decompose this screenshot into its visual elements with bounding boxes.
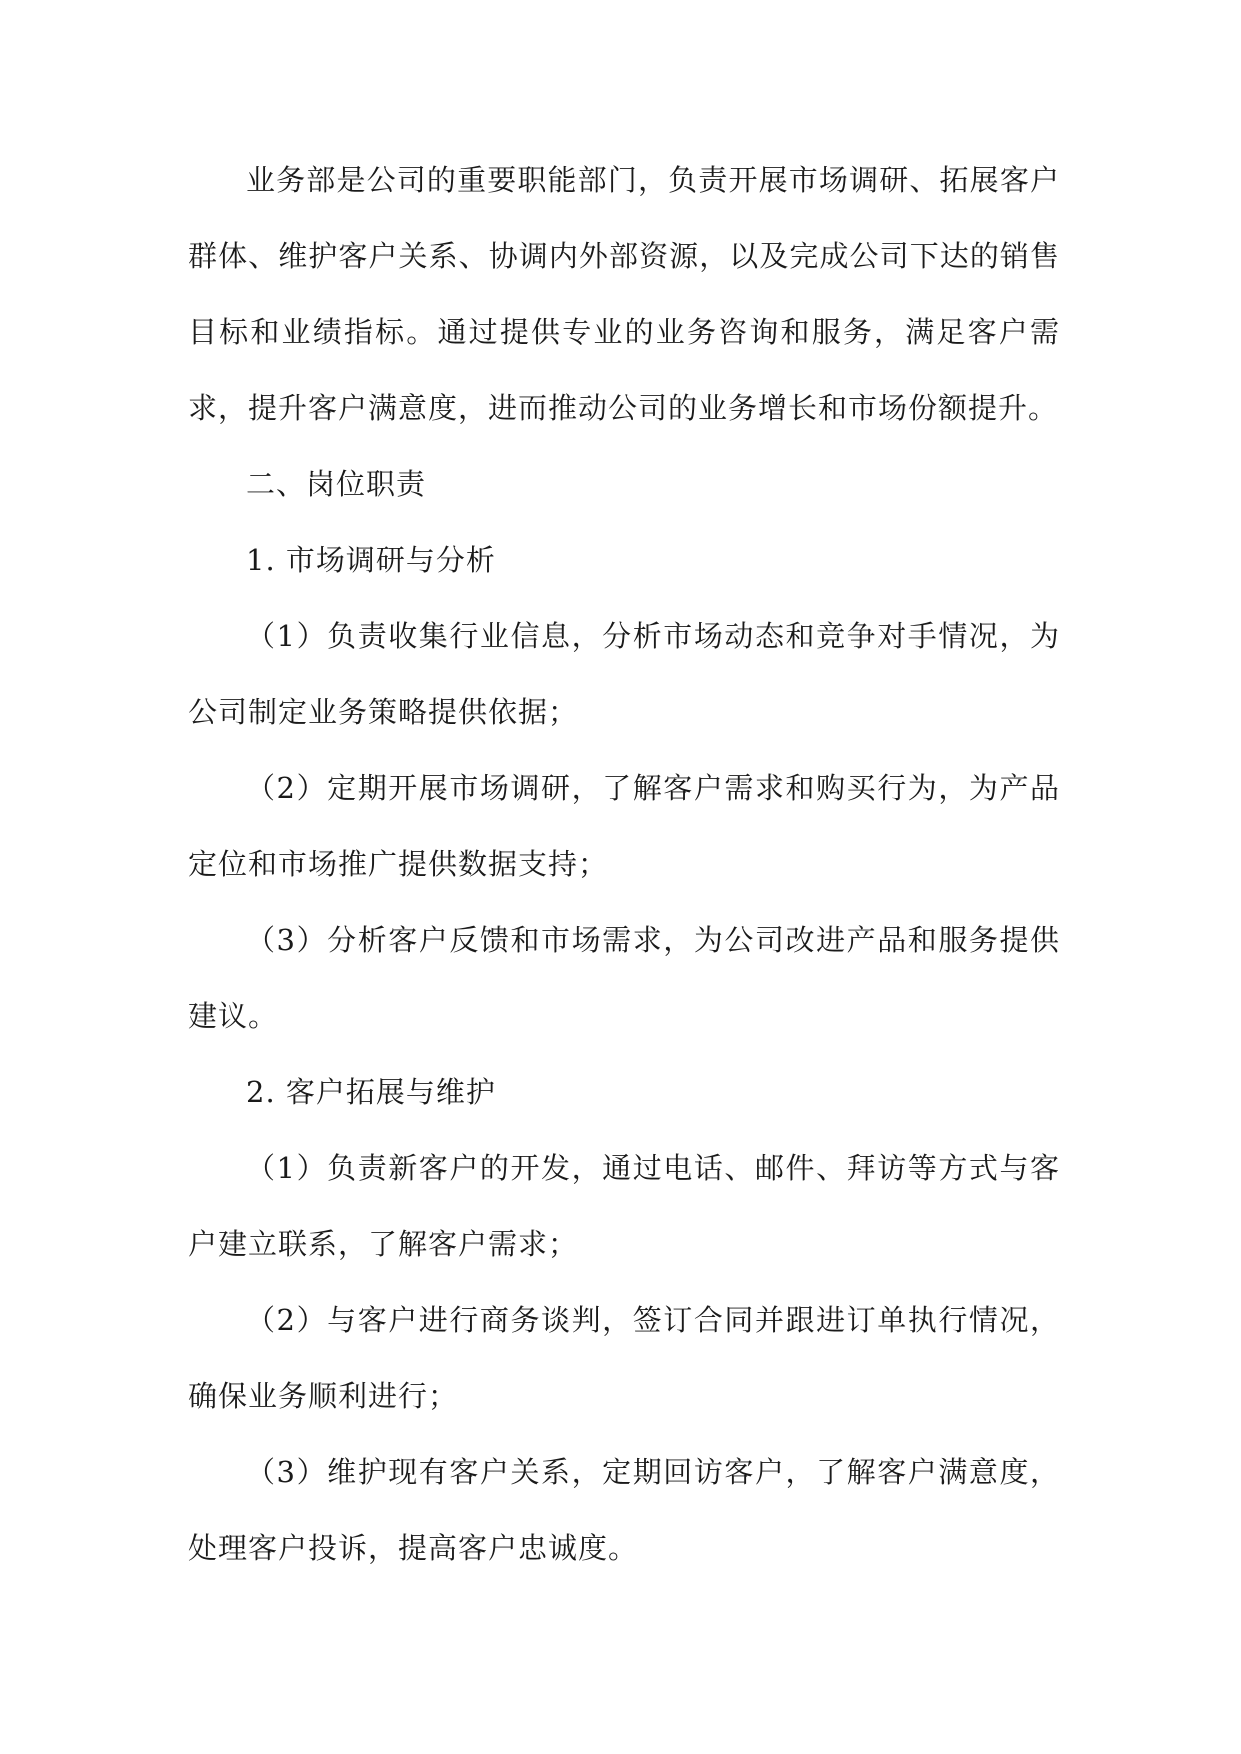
list-item: （1）负责收集行业信息，分析市场动态和竞争对手情况，为公司制定业务策略提供依据； (188, 619, 1060, 729)
list-item: （3）维护现有客户关系，定期回访客户，了解客户满意度，处理客户投诉，提高客户忠诚度。 (188, 1455, 1060, 1565)
section-heading-responsibilities: 二、岗位职责 (246, 467, 427, 501)
list-item: （3）分析客户反馈和市场需求，为公司改进产品和服务提供建议。 (188, 923, 1060, 1033)
list-item: （2）与客户进行商务谈判，签订合同并跟进订单执行情况，确保业务顺利进行； (188, 1303, 1060, 1413)
document-body (188, 142, 1060, 1586)
list-item: （2）定期开展市场调研，了解客户需求和购买行为，为产品定位和市场推广提供数据支持； (188, 771, 1060, 881)
subheading-customer-development: 2. 客户拓展与维护 (246, 1075, 496, 1109)
list-item: （1）负责新客户的开发，通过电话、邮件、拜访等方式与客户建立联系，了解客户需求； (188, 1151, 1060, 1261)
subheading-market-research: 1. 市场调研与分析 (246, 543, 496, 577)
intro-paragraph: 业务部是公司的重要职能部门，负责开展市场调研、拓展客户群体、维护客户关系、协调内外部资源，以及完成公司下达的销售目标和业绩指标。通过提供专业的业务咨询和服务，满足客户需求，提升客户满意度，进而推动公司的业务增长和市场份额提升。 (188, 163, 1060, 425)
